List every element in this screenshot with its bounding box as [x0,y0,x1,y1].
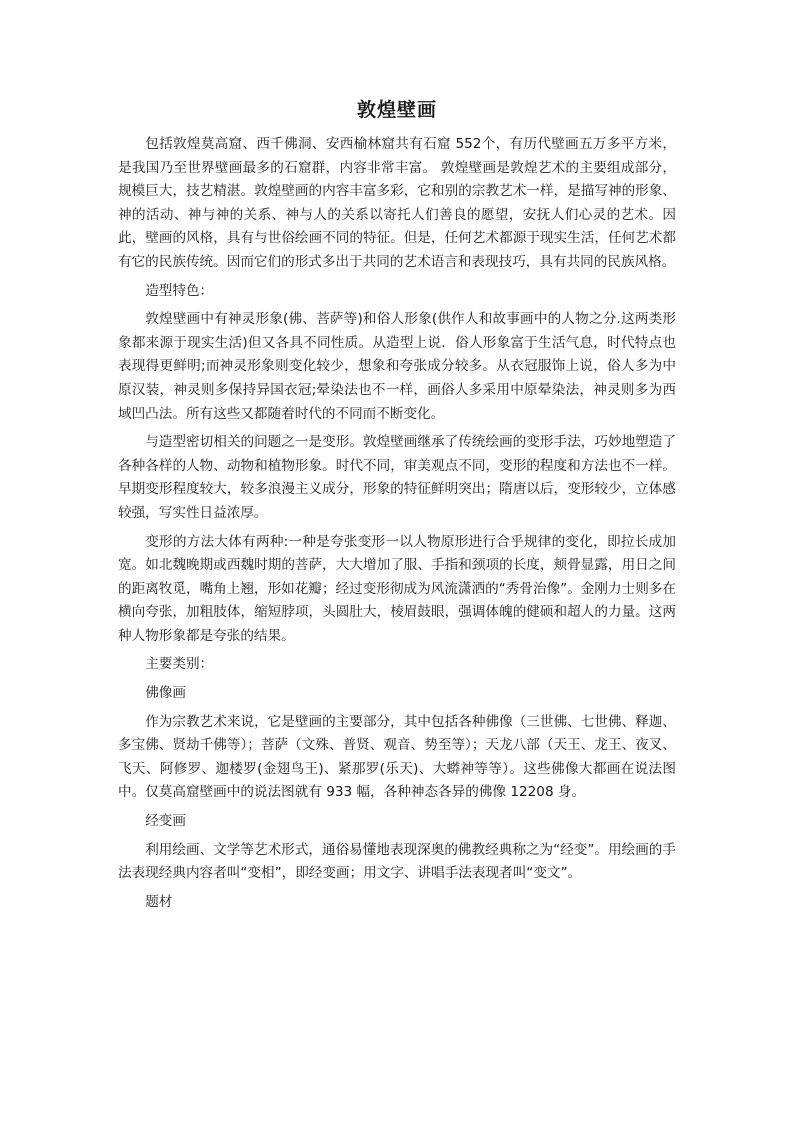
heading-main-categories: 主要类别： [145,656,214,673]
paragraph-buddha-paintings: 作为宗教艺术来说，它是壁画的主要部分，其中包括各种佛像（三世佛、七世佛、释迦、多宝佛、贤劫千佛等）；菩萨（文殊、普贤、观音、势至等）；天龙八部（天王、龙王、夜叉、飞天、阿修罗、迦楼罗(金翅鸟王)、紧那罗(乐天)、大蟒神等等）。这些佛像大都画在说法图中。仅莫高窟壁画中的说法图就有 933 幅，各种神态各异的佛像 12208 身。 [118,713,676,801]
paragraph-intro: 包括敦煌莫高窟、西千佛洞、安西榆林窟共有石窟 552个，有历代壁画五万多平方米，是我国乃至世界壁画最多的石窟群，内容非常丰富。 敦煌壁画是敦煌艺术的主要组成部分，规模巨大，技艺精湛。敦煌壁画的内容丰富多彩，它和别的宗教艺术一样，是描写神的形象、神的活动、神与神的关系、神与人的关系以寄托人们善良的愿望，安抚人们心灵的艺术。因此，壁画的风格，具有与世俗绘画不同的特征。但是，任何艺术都源于现实生活，任何艺术都有它的民族传统。因而它们的形式多出于共同的艺术语言和表现技巧，具有共同的民族风格。 [118,136,676,270]
document-page [118,96,676,919]
paragraph-deformation-methods: 变形的方法大体有两种:一种是夸张变形一以人物原形进行合乎规律的变化，即拉长成加宽。如北魏晚期或西魏时期的菩萨，大大增加了服、手指和颈项的长度，颊骨显露，用日之间的距离牧觅，嘴角上翘，形如花瓣；经过变形彻成为风流潇洒的“秀骨治像”。金刚力士则多在横向夸张，加粗肢体，缩短脖项，头圆肚大，棱眉鼓眼，强调体魄的健硕和超人的力量。这两种人物形象都是夸张的结果。 [118,533,676,644]
heading-sutra-paintings: 经变画 [145,813,186,830]
document-title: 敦煌壁画 [356,99,437,121]
heading-subject-matter: 题材 [145,893,173,910]
paragraph-figures: 敦煌壁画中有神灵形象(佛、菩萨等)和俗人形象(供作人和故事画中的人物之分.这两类形象都来源于现实生活)但又各具不同性质。从造型上说．俗人形象富于生活气息，时代特点也表现得更鲜明;而神灵形象则变化较少，想象和夸张成分较多。从衣冠服饰上说，俗人多为中原汉装，神灵则多保持异国衣冠;晕染法也不一样，画俗人多采用中原晕染法，神灵则多为西域凹凸法。所有这些又都随着时代的不同而不断变化。 [118,311,676,422]
paragraph-sutra-paintings: 利用绘画、文学等艺术形式，通俗易懂地表现深奥的佛教经典称之为“经变”。用绘画的手法表现经典内容者叫“变相”，即经变画；用文字、讲唱手法表现者叫“变文”。 [118,841,676,882]
heading-modeling-features: 造型特色： [145,282,214,299]
paragraph-deformation: 与造型密切相关的问题之一是变形。敦煌壁画继承了传统绘画的变形手法，巧妙地塑造了各种各样的人物、动物和植物形象。时代不同，审美观点不同，变形的程度和方法也不一样。早期变形程度较大，较多浪漫主义成分，形象的特征鲜明突出；隋唐以后，变形较少，立体感较强，写实性日益浓厚。 [118,434,676,521]
heading-buddha-paintings: 佛像画 [145,685,186,702]
